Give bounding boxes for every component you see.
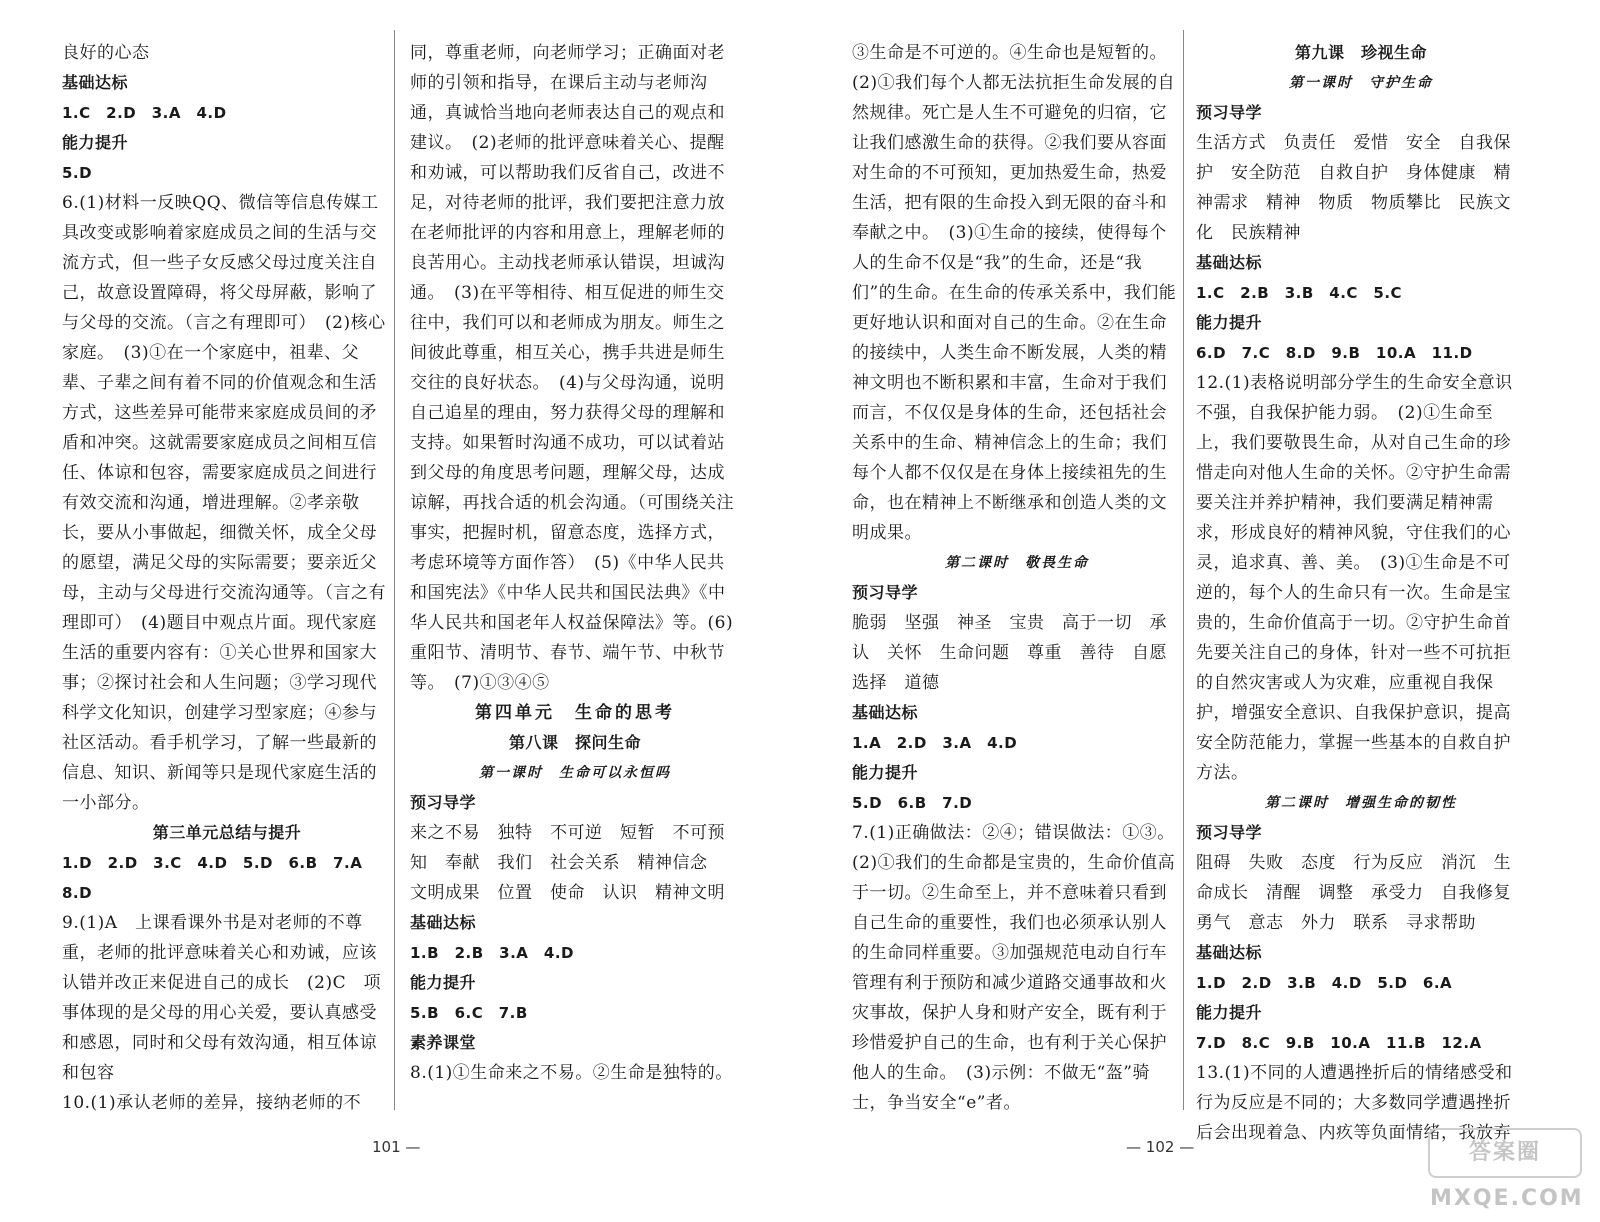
key-terms: 脆弱 坚强 神圣 宝贵 高于一切 承认 关怀 生命问题 尊重 善待 自愿选择 道德 — [852, 613, 1167, 693]
key-terms: 阻碍 失败 态度 行为反应 消沉 生命成长 清醒 调整 承受力 自我修复 勇气 意志 外力 联系 寻求帮助 — [1196, 853, 1529, 933]
section-heading: 能力提升 — [1196, 313, 1263, 332]
left-column-1 — [62, 38, 392, 1118]
answer-key-line: 1.C 2.B 3.B 4.C 5.C — [1196, 284, 1403, 302]
answer-key-line: 1.D 2.D 3.C 4.D 5.D 6.B 7.A — [62, 854, 363, 872]
column-divider — [394, 30, 395, 1110]
right-column-1 — [852, 38, 1182, 1118]
answer-paragraph: 7.(1)正确做法：②④；错误做法：①③。(2)①我们的生命都是宝贵的，生命价值高于一切。②生命至上，并不意味着只看到自己生命的重要性，我们也必须承认别人的生命同样重要。③加强规范电动自行车管理有利于预防和减少道路交通事故和火灾事故，保护人身和财产安全，既有利于珍惜爱护自己的生命，也有利于关心保护他人的生命。 (3)示例：不做无“盔”骑士，争当安全“e”者。 — [852, 823, 1176, 1113]
section-heading: 基础达标 — [410, 913, 477, 932]
answer-paragraph: 同，尊重老师，向老师学习；正确面对老师的引领和指导，在课后主动与老师沟通，真诚恰当地向老师表达自己的观点和建议。 (2)老师的批评意味着关心、提醒和劝诫，可以帮助我们反省自己，改进不足，对待老师的批评，我们要把注意力放在老师批评的内容和用意上，理解老师的良苦用心。主动找老师承认错误，坦诚沟通。 (3)在平等相待、相互促进的师生交往中，我们可以和老师成为朋友。师生之间彼此尊重，相互关心，携手共进是师生交往的良好状态。 (4)与父母沟通，说明自己追星的理由，努力获得父母的理解和支持。如果暂时沟通不成功，可以试着站到父母的角度思考问题，理解父母，达成谅解，再找合适的机会沟通。（可围绕关注事实，把握时机，留意态度，选择方式，考虑环境等方面作答） (5)《中华人民共和国宪法》《中华人民共和国民法典》《中华人民共和国老年人权益保障法》等。(6)重阳节、清明节、春节、端午节、中秋节等。 (7)①③④⑤ — [410, 43, 734, 693]
answer-paragraph: 10.(1)承认老师的差异，接纳老师的不 — [62, 1093, 362, 1113]
key-terms: 来之不易 独特 不可逆 短暂 不可预知 奉献 我们 社会关系 精神信念 文明成果 位置 使命 认识 精神文明 — [410, 823, 725, 903]
answer-paragraph: ③生命是不可逆的。④生命也是短暂的。(2)①我们每个人都无法抗拒生命发展的自然规律。死亡是人生不可避免的归宿，它让我们感激生命的获得。②我们要从容面对生命的不可预知，更加热爱生命，热爱生活，把有限的生命投入到无限的奋斗和奉献之中。 (3)①生命的接续，使得每个人的生命不仅是“我”的生命，还是“我们”的生命。在生命的传承关系中，我们能更好地认识和面对自己的生命。②在生命的接续中，人类生命不断发展，人类的精神文明也不断积累和丰富，生命对于我们而言，不仅仅是身体的生命，还包括社会关系中的生命、精神信念上的生命；我们每个人都不仅仅是在身体上接续祖先的生命，也在精神上不断继承和创造人类的文明成果。 — [852, 43, 1177, 543]
section-heading: 素养课堂 — [410, 1033, 477, 1052]
lesson-subtitle: 第二课时 增强生命的韧性 — [1265, 795, 1457, 811]
right-column-2 — [1196, 38, 1529, 1148]
site-watermark: 答案圈 MXQE.COM — [1428, 1128, 1582, 1178]
column-divider — [1183, 30, 1184, 1110]
answer-key-line: 6.D 7.C 8.D 9.B 10.A 11.D — [1196, 344, 1473, 362]
page-number-left: 101 — — [372, 1138, 421, 1156]
answer-paragraph: 良好的心态 — [62, 43, 150, 63]
section-heading: 能力提升 — [62, 133, 129, 152]
section-heading: 能力提升 — [1196, 1003, 1263, 1022]
unit-title: 第四单元 生命的思考 — [475, 703, 675, 723]
section-heading: 能力提升 — [852, 763, 919, 782]
section-heading: 基础达标 — [62, 73, 129, 92]
answer-paragraph: 12.(1)表格说明部分学生的生命安全意识不强，自我保护能力弱。 (2)①生命至上，我们要敬畏生命，从对自己生命的珍惜走向对他人生命的关怀。②守护生命需要关注并养护精神，我们要满足精神需求，形成良好的精神风貌，守住我们的心灵，追求真、善、美。 (3)①生命是不可逆的，每个人的生命只有一次。生命是宝贵的，生命价值高于一切。②守护生命首先要关注自己的身体，针对一些不可抗拒的自然灾害或人为灾难，应重视自我保护，增强安全意识、自我保护意识，提高安全防范能力，掌握一些基本的自救自护方法。 — [1196, 373, 1513, 783]
answer-key-line: 7.D 8.C 9.B 10.A 11.B 12.A — [1196, 1034, 1482, 1052]
section-heading: 第三单元总结与提升 — [152, 823, 302, 842]
answer-key-line: 1.B 2.B 3.A 4.D — [410, 944, 574, 962]
section-heading: 预习导学 — [1196, 823, 1263, 842]
answer-key-line: 5.D 6.B 7.D — [852, 794, 973, 812]
answer-key-line: 5.B 6.C 7.B — [410, 1004, 528, 1022]
answer-key-line: 1.D 2.D 3.B 4.D 5.D 6.A — [1196, 974, 1453, 992]
section-heading: 预习导学 — [852, 583, 919, 602]
page-number-right: — 102 — — [1126, 1138, 1195, 1156]
section-heading: 基础达标 — [852, 703, 919, 722]
key-terms: 生活方式 负责任 爱惜 安全 自我保护 安全防范 自救自护 身体健康 精神需求 精神 物质 物质攀比 民族文化 民族精神 — [1196, 133, 1511, 243]
answer-paragraph: 6.(1)材料一反映QQ、微信等信息传媒工具改变或影响着家庭成员之间的生活与交流方式，但一些子女反感父母过度关注自己，故意设置障碍，将父母屏蔽，影响了与父母的交流。（言之有理即可） (2)核心家庭。 (3)①在一个家庭中，祖辈、父辈、子辈之间有着不同的价值观念和生活方式，这些差异可能带来家庭成员间的矛盾和冲突。这就需要家庭成员之间相互信任、体谅和包容，需要家庭成员之间进行有效交流和沟通，增进理解。②孝亲敬长，要从小事做起，细微关怀，成全父母的愿望，满足父母的实际需要；要亲近父母，主动与父母进行交流沟通等。（言之有理即可） (4)题目中观点片面。现代家庭生活的重要内容有：①关心世界和国家大事；②探讨社会和人生问题；③学习现代科学文化知识，创建学习型家庭；④参与社区活动。看手机学习，了解一些最新的信息、知识、新闻等只是现代家庭生活的一小部分。 — [62, 193, 386, 813]
right-page — [800, 0, 1600, 1196]
left-page — [0, 0, 790, 1196]
answer-key-line: 1.A 2.D 3.A 4.D — [852, 734, 1018, 752]
section-heading: 能力提升 — [410, 973, 477, 992]
answer-paragraph: 9.(1)A 上课看课外书是对老师的不尊重，老师的批评意味着关心和劝诫，应该认错并改正来促进自己的成长 (2)C 项事体现的是父母的用心关爱，要认真感受和感恩，同时和父母有效沟通，相互体谅和包容 — [62, 913, 382, 1083]
section-heading: 基础达标 — [1196, 253, 1263, 272]
lesson-subtitle: 第一课时 守护生命 — [1289, 75, 1433, 91]
answer-key-line: 1.C 2.D 3.A 4.D — [62, 104, 227, 122]
section-heading: 第九课 珍视生命 — [1294, 43, 1427, 62]
answer-key-line: 8.D — [62, 884, 93, 902]
section-heading: 预习导学 — [1196, 103, 1263, 122]
lesson-subtitle: 第二课时 敬畏生命 — [945, 555, 1089, 571]
answer-paragraph: 8.(1)①生命来之不易。②生命是独特的。 — [410, 1063, 733, 1083]
section-heading: 第八课 探问生命 — [508, 733, 641, 752]
answer-paragraph: 13.(1)不同的人遭遇挫折后的情绪感受和行为反应是不同的；大多数同学遭遇挫折后会出现着急、内疚等负面情绪，我放弃 — [1196, 1063, 1513, 1143]
section-heading: 预习导学 — [410, 793, 477, 812]
section-heading: 基础达标 — [1196, 943, 1263, 962]
lesson-subtitle: 第一课时 生命可以永恒吗 — [479, 765, 671, 781]
left-column-2 — [410, 38, 740, 1088]
answer-key-line: 5.D — [62, 164, 93, 182]
